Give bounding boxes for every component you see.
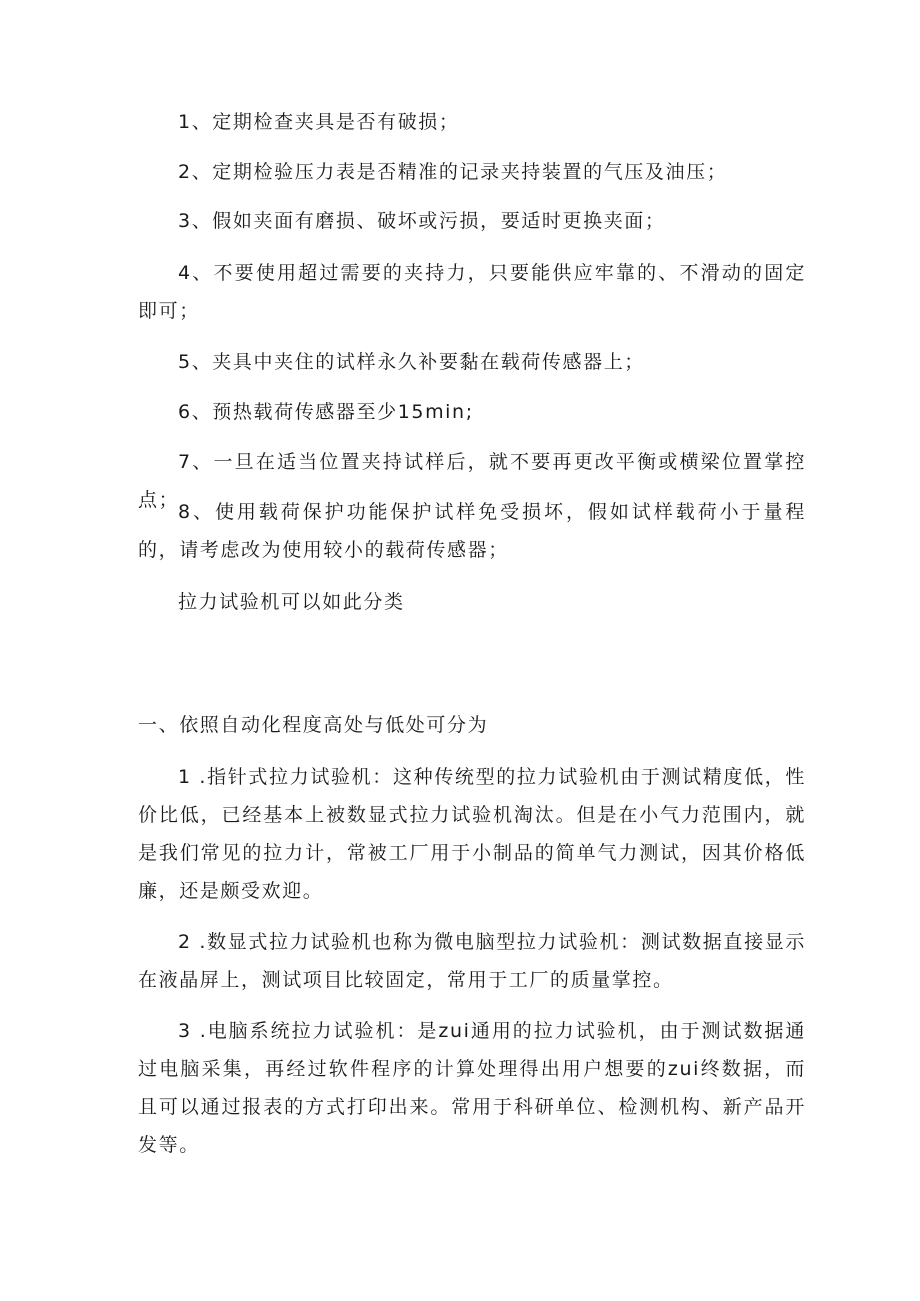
type-item-1: 1 .指针式拉力试验机：这种传统型的拉力试验机由于测试精度低，性价比低，已经基本上被数显式拉力试验机淘汰。但是在小气力范围内，就是我们常见的拉力计，常被工厂用于小制品的简单气力测试，因其价格低廉，还是颇受欢迎。 xyxy=(138,766,806,902)
maintenance-item-7: 7、一旦在适当位置夹持试样后，就不要再更改平衡或横梁位置掌控点； xyxy=(138,451,806,511)
maintenance-item-2: 2、定期检验压力表是否精准的记录夹持装置的气压及油压； xyxy=(178,161,728,183)
maintenance-item-1: 1、定期检查夹具是否有破损； xyxy=(178,111,460,133)
section-heading: 一、依照自动化程度高处与低处可分为 xyxy=(138,714,489,736)
classification-intro: 拉力试验机可以如此分类 xyxy=(178,591,405,613)
maintenance-item-4: 4、不要使用超过需要的夹持力，只要能供应牢靠的、不滑动的固定即可； xyxy=(138,262,806,322)
type-item-2: 2 .数显式拉力试验机也称为微电脑型拉力试验机：测试数据直接显示在液晶屏上，测试项目比较固定，常用于工厂的质量掌控。 xyxy=(138,931,806,991)
maintenance-item-5: 5、夹具中夹住的试样永久补要黏在载荷传感器上； xyxy=(178,351,645,373)
type-item-3: 3 .电脑系统拉力试验机：是zui通用的拉力试验机，由于测试数据通过电脑采集，再经过软件程序的计算处理得出用户想要的zui终数据，而且可以通过报表的方式打印出来。常用于科研单位、检测机构、新产品开发等。 xyxy=(138,1020,806,1156)
maintenance-item-6: 6、预热载荷传感器至少15min; xyxy=(178,401,474,423)
maintenance-item-8: 8、使用载荷保护功能保护试样免受损坏，假如试样载荷小于量程的，请考虑改为使用较小的载荷传感器； xyxy=(138,501,806,561)
maintenance-item-3: 3、假如夹面有磨损、破坏或污损，要适时更换夹面； xyxy=(178,210,666,232)
